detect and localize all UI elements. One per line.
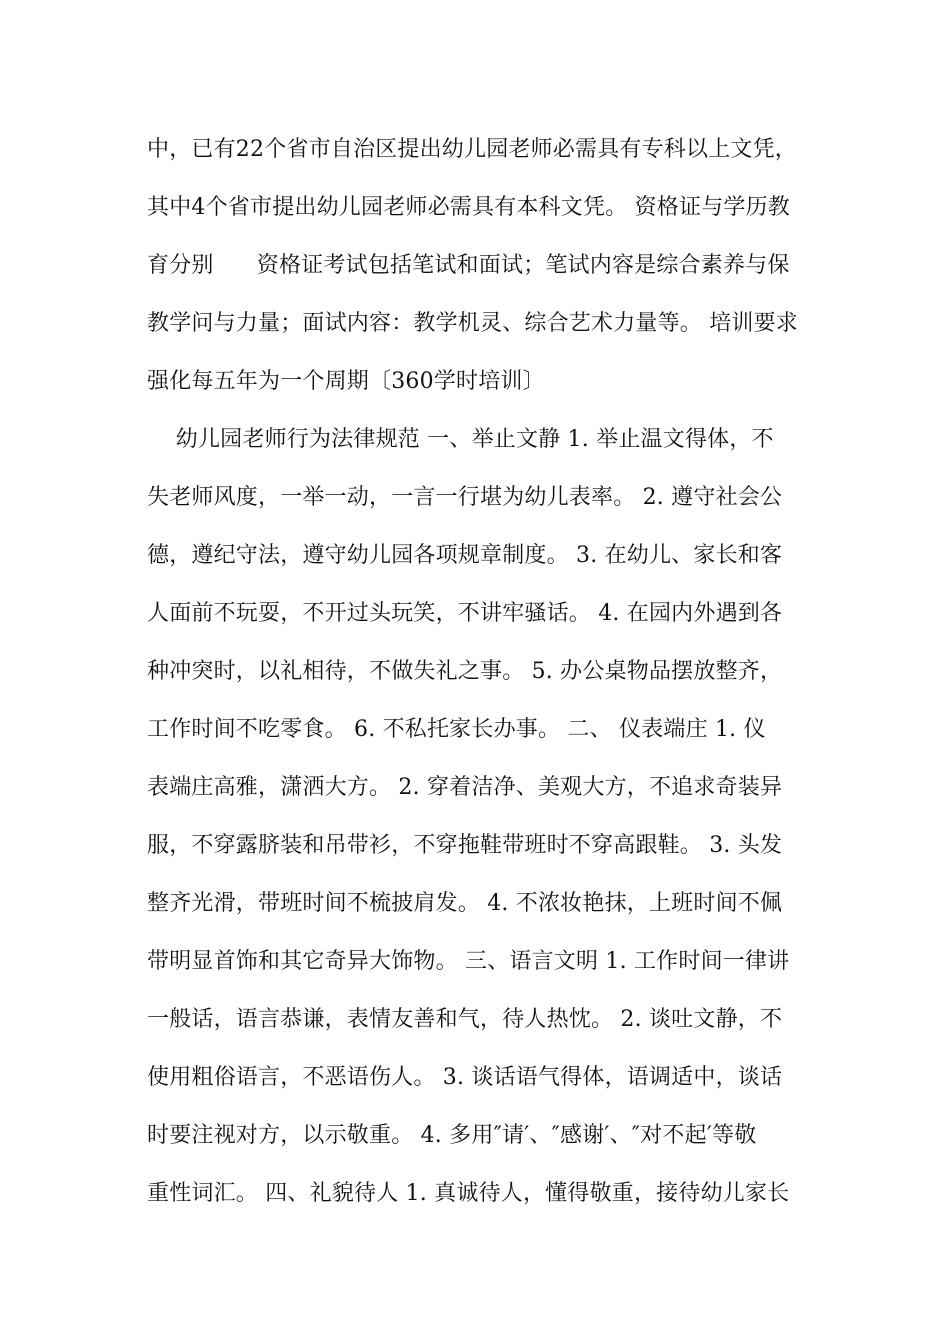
text-line: 种冲突时，以礼相待，不做失礼之事。 5. 办公桌物品摆放整齐， — [147, 659, 783, 684]
text-line: 使用粗俗语言，不恶语伤人。 3. 谈话语气得体，语调适中，谈话 — [147, 1065, 783, 1090]
text-line: 表端庄高雅，潇洒大方。 2. 穿着洁净、美观大方，不追求奇装异 — [147, 775, 783, 800]
text-line: 教学问与力量；面试内容：教学机灵、综合艺术力量等。 培训要求 — [147, 311, 798, 336]
text-line: 服，不穿露脐装和吊带衫，不穿拖鞋带班时不穿高跟鞋。 3. 头发 — [147, 833, 783, 858]
text-line: 德，遵纪守法，遵守幼儿园各项规章制度。 3. 在幼儿、家长和客 — [147, 543, 783, 568]
text-line: 人面前不玩耍，不开过头玩笑，不讲牢骚话。 4. 在园内外遇到各 — [147, 601, 783, 626]
text-line: 强化每五年为一个周期〔360学时培训〕 — [147, 369, 545, 394]
text-line: 幼儿园老师行为法律规范 一、举止文静 1. 举止温文得体，不 — [147, 427, 774, 452]
text-line: 其中4个省市提出幼儿园老师必需具有本科文凭。 资格证与学历教 — [147, 195, 790, 220]
text-line: 重性词汇。 四、礼貌待人 1. 真诚待人，懂得敬重，接待幼儿家长 — [147, 1181, 790, 1206]
text-line: 失老师风度，一举一动，一言一行堪为幼儿表率。 2. 遵守社会公 — [147, 485, 783, 510]
text-line: 育分别 资格证考试包括笔试和面试；笔试内容是综合素养与保 — [147, 253, 790, 278]
text-line: 一般话，语言恭谦，表情友善和气，待人热忱。 2. 谈吐文静，不 — [147, 1007, 783, 1032]
text-line: 时要注视对方，以示敬重。 4. 多用″请′、″感谢′、″对不起′等敬 — [147, 1123, 757, 1148]
text-line: 中，已有22个省市自治区提出幼儿园老师必需具有专科以上文凭， — [147, 137, 797, 162]
text-line: 工作时间不吃零食。 6. 不私托家长办事。 二、 仪表端庄 1. 仪 — [147, 717, 766, 742]
text-line: 带明显首饰和其它奇异大饰物。 三、语言文明 1. 工作时间一律讲 — [147, 949, 790, 974]
text-line: 整齐光滑，带班时间不梳披肩发。 4. 不浓妆艳抹，上班时间不佩 — [147, 891, 783, 916]
